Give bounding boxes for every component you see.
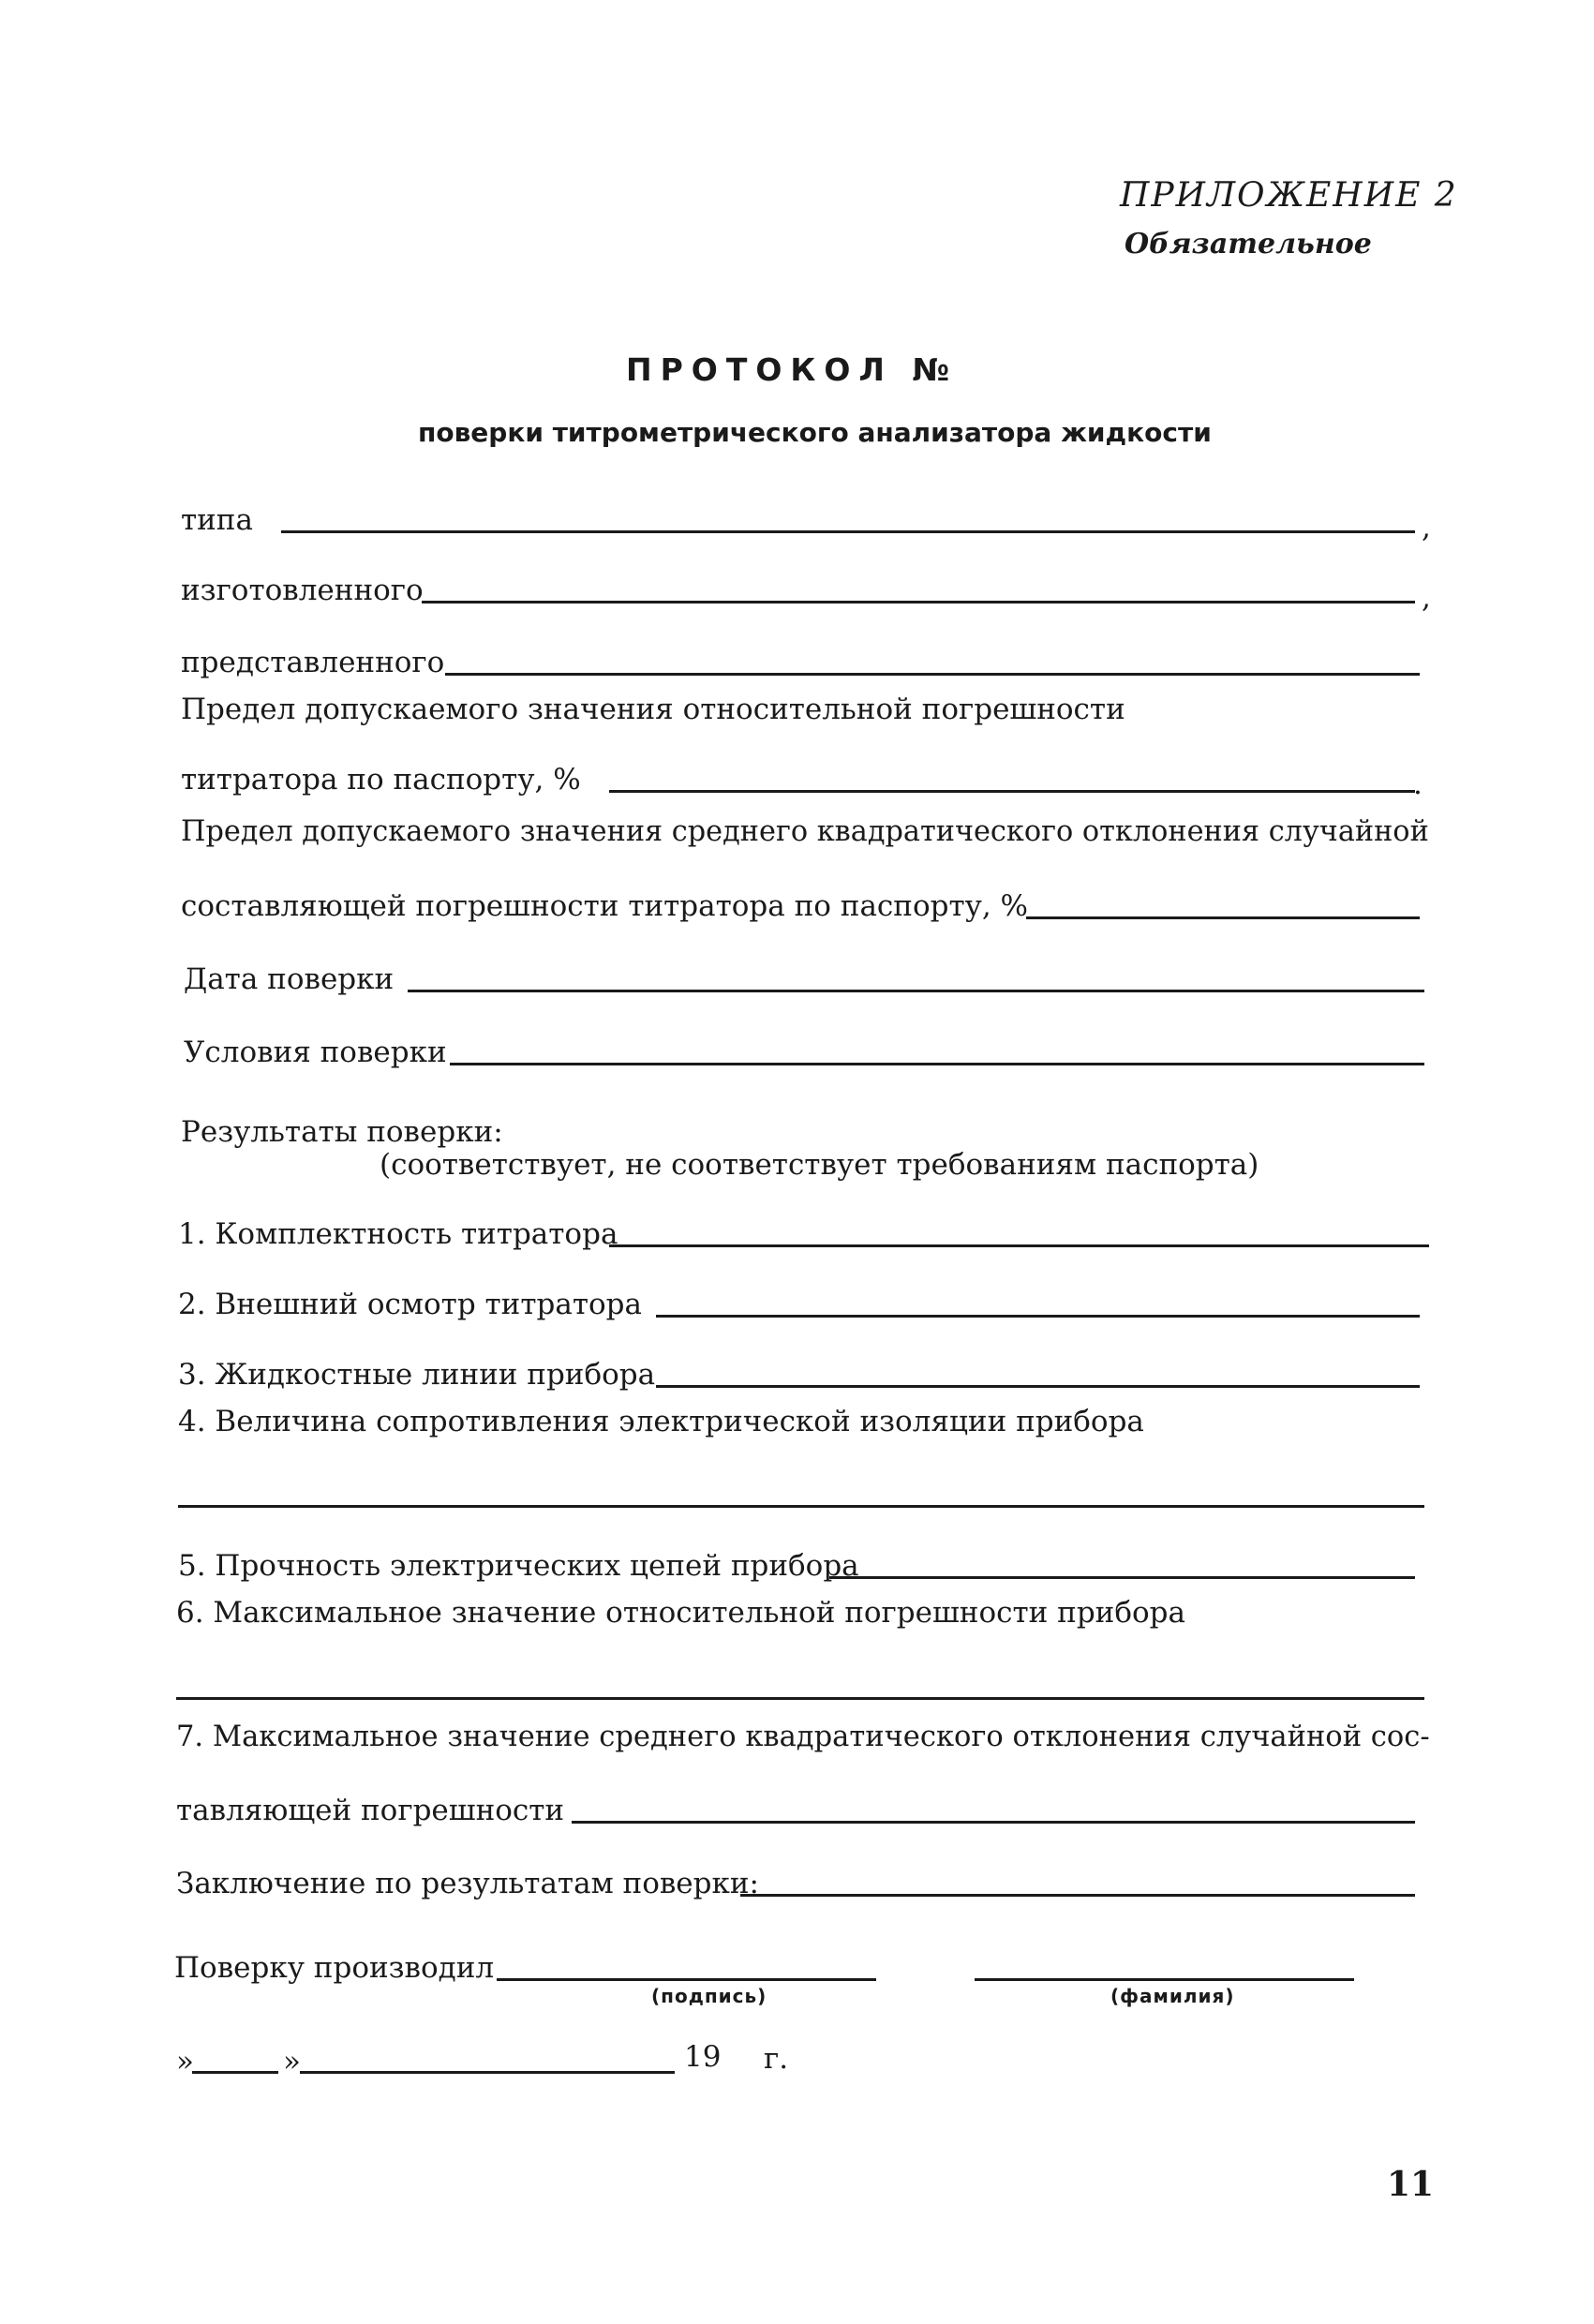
appendix-status: Обязательное	[1125, 228, 1372, 261]
rel-error-dot: .	[1413, 767, 1423, 801]
result-item-2-line[interactable]	[656, 1315, 1420, 1318]
submitted-field-line[interactable]	[445, 673, 1420, 676]
protocol-subtitle: поверки титрометрического анализатора жидкости	[418, 417, 1212, 448]
conditions-field-line[interactable]	[450, 1063, 1424, 1065]
result-item-4-line[interactable]	[178, 1505, 1424, 1508]
rel-error-line-1: Предел допускаемого значения относительной погрешности	[181, 693, 1125, 726]
result-item-5: 5. Прочность электрических цепей прибора	[178, 1549, 859, 1583]
rel-error-line-2: титратора по паспорту, %	[181, 763, 581, 797]
result-item-3: 3. Жидкостные линии прибора	[178, 1358, 656, 1392]
type-comma: ,	[1422, 511, 1431, 544]
result-item-6: 6. Максимальное значение относительной погрешности прибора	[176, 1596, 1185, 1630]
protocol-title: ПРОТОКОЛ №	[626, 351, 959, 388]
result-item-3-line[interactable]	[656, 1385, 1420, 1388]
day-field-line[interactable]	[192, 2071, 278, 2074]
signature-name-line[interactable]	[975, 1978, 1354, 1981]
type-label: типа	[181, 503, 253, 537]
date-label: Дата поверки	[184, 962, 395, 996]
sko-line-1: Предел допускаемого значения среднего квадратического отклонения случайной	[181, 814, 1429, 848]
date-field-line[interactable]	[408, 990, 1424, 992]
appendix-heading: ПРИЛОЖЕНИЕ 2	[1120, 176, 1458, 215]
result-item-6-line[interactable]	[176, 1697, 1424, 1700]
year-prefix: 19	[684, 2040, 722, 2074]
result-item-1-line[interactable]	[609, 1244, 1429, 1247]
conditions-label: Условия поверки	[184, 1035, 447, 1069]
result-item-5-line[interactable]	[829, 1576, 1415, 1579]
date-quote-open: »	[176, 2045, 194, 2078]
result-item-7-line-2: тавляющей погрешности	[176, 1794, 565, 1827]
result-item-2: 2. Внешний осмотр титратора	[178, 1288, 642, 1321]
manufactured-label: изготовленного	[181, 574, 424, 607]
results-heading: Результаты поверки:	[181, 1115, 503, 1149]
result-item-4: 4. Величина сопротивления электрической изоляции прибора	[178, 1405, 1144, 1438]
sign-caption: (подпись)	[651, 1985, 767, 2007]
signature-sign-line[interactable]	[497, 1978, 876, 1981]
conclusion-label: Заключение по результатам поверки:	[176, 1867, 759, 1900]
month-field-line[interactable]	[300, 2071, 675, 2074]
year-suffix: г.	[764, 2042, 789, 2076]
manufactured-comma: ,	[1422, 581, 1431, 615]
results-note: (соответствует, не соответствует требованиям паспорта)	[380, 1148, 1259, 1182]
result-item-7-line[interactable]	[572, 1821, 1415, 1824]
date-quote-close: »	[283, 2045, 301, 2078]
page-number: 11	[1387, 2165, 1435, 2204]
rel-error-field-line[interactable]	[609, 790, 1415, 793]
sko-line-2: составляющей погрешности титратора по паспорту, %	[181, 889, 1029, 923]
sko-field-line[interactable]	[1026, 916, 1420, 919]
type-field-line[interactable]	[281, 530, 1415, 533]
name-caption: (фамилия)	[1110, 1985, 1235, 2007]
submitted-label: представленного	[181, 646, 445, 679]
manufactured-field-line[interactable]	[422, 601, 1415, 603]
result-item-7-line-1: 7. Максимальное значение среднего квадратического отклонения случайной сос-	[176, 1720, 1430, 1753]
result-item-1: 1. Комплектность титратора	[178, 1217, 618, 1251]
conclusion-field-line[interactable]	[740, 1894, 1415, 1897]
signature-label: Поверку производил	[174, 1951, 495, 1985]
